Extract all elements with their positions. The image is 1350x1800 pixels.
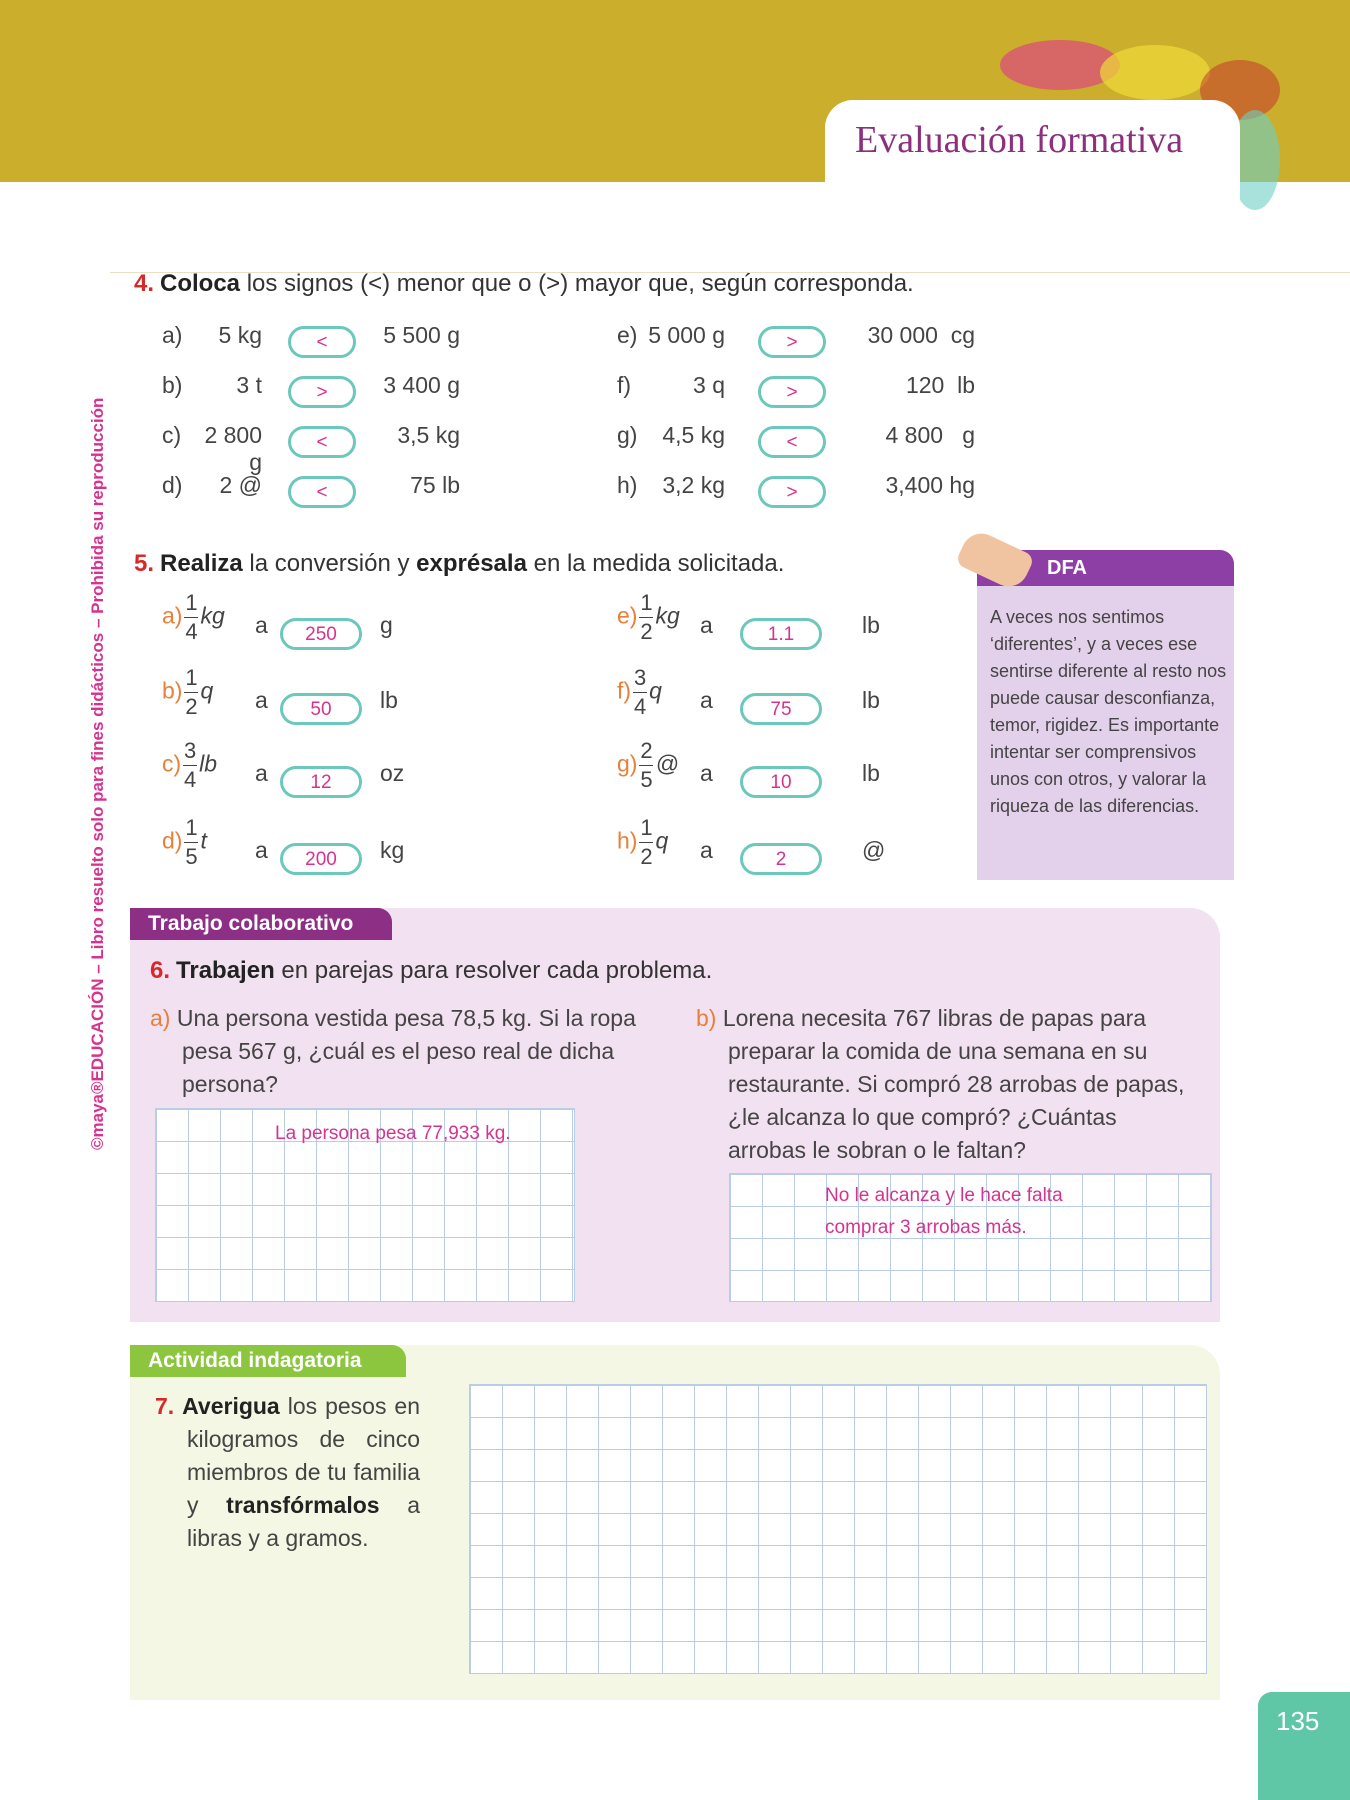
q4-sign-box[interactable]: < xyxy=(288,326,356,358)
dfa-title: DFA xyxy=(977,550,1234,586)
q4-sign-box[interactable]: < xyxy=(758,426,826,458)
fraction: $\frac{1}{5}$ xyxy=(185,815,198,869)
q4-right-value: 3,5 kg xyxy=(397,422,460,448)
q5-expression: b) $\frac{1}{2}$ q xyxy=(162,665,214,719)
q4-left-value: 5 000 g xyxy=(648,322,725,348)
q4-left-value: 2 800 g xyxy=(204,422,262,475)
q5-answer-box[interactable]: 1.1 xyxy=(740,618,822,650)
q5-connector: a xyxy=(255,612,268,638)
paint-splash xyxy=(1100,45,1210,100)
q5-answer-box[interactable]: 10 xyxy=(740,766,822,798)
copyright-note: ©maya®EDUCACIÓN – Libro resuelto solo para fines didácticos – Prohibida su reproducción xyxy=(88,397,107,1150)
q5-answer-box[interactable]: 75 xyxy=(740,693,822,725)
q4-sign-box[interactable]: > xyxy=(758,376,826,408)
q4-item-label: e) xyxy=(617,322,638,348)
q4-right-value: 5 500 g xyxy=(383,322,460,348)
collab-tab: Trabajo colaborativo xyxy=(130,908,392,940)
q4-item-label: g) xyxy=(617,422,638,448)
q4-left-value: 5 kg xyxy=(218,322,262,348)
q4-item-label: d) xyxy=(162,472,183,498)
q5-expression: e) $\frac{1}{2}$ kg xyxy=(617,590,680,644)
problem-b: b) Lorena necesita 767 libras de papas para preparar la comida de una semana en su restaurante. Si compró 28 arrobas de papas, ¿le alcanza lo que compró? ¿Cuántas arrobas le sobran o le faltan? xyxy=(696,1005,1185,1163)
q4-sign-box[interactable]: > xyxy=(288,376,356,408)
fraction: $\frac{1}{2}$ xyxy=(640,590,653,644)
answer-b-line2: comprar 3 arrobas más. xyxy=(825,1217,1027,1238)
q5-target-unit: lb xyxy=(380,687,398,713)
activity-tab: Actividad indagatoria xyxy=(130,1345,406,1377)
q4-left-value: 3 t xyxy=(236,372,262,398)
q4-item-label: c) xyxy=(162,422,182,448)
answer-a: La persona pesa 77,933 kg. xyxy=(275,1123,511,1144)
q5-expression: d) $\frac{1}{5}$ t xyxy=(162,815,207,869)
question-7: 7. Averigua los pesos en kilogramos de cinco miembros de tu familia y transfórmalos a libras y a gramos. xyxy=(155,1393,421,1551)
q5-target-unit: lb xyxy=(862,687,880,713)
q4-item-label: h) xyxy=(617,472,638,498)
q5-answer-box[interactable]: 2 xyxy=(740,843,822,875)
dfa-text: A veces nos sentimos ‘diferentes’, y a veces ese sentirse diferente al resto nos puede causar desconfianza, temor, rigidez. Es importante intentar ser comprensivos unos con otros, y valorar la riqueza de las diferencias. xyxy=(990,607,1227,816)
answer-b-line1: No le alcanza y le hace falta xyxy=(825,1185,1063,1206)
q5-connector: a xyxy=(700,687,713,713)
q5-answer-box[interactable]: 50 xyxy=(280,693,362,725)
question-4: 4. Coloca los signos (<) menor que o (>) mayor que, según corresponda. xyxy=(134,270,914,297)
q5-expression: c) $\frac{3}{4}$ lb xyxy=(162,738,218,792)
q4-item-label: f) xyxy=(617,372,632,398)
q4-right-value: 30 000 cg xyxy=(867,322,975,348)
q4-item-label: a) xyxy=(162,322,183,348)
problem-a: a) Una persona vestida pesa 78,5 kg. Si la ropa pesa 567 g, ¿cuál es el peso real de dicha persona? xyxy=(150,1005,636,1097)
q5-expression: a) $\frac{1}{4}$ kg xyxy=(162,590,225,644)
q5-target-unit: kg xyxy=(380,837,405,863)
page-title: Evaluación formativa xyxy=(855,119,1184,161)
q5-answer-box[interactable]: 12 xyxy=(280,766,362,798)
q4-left-value: 3,2 kg xyxy=(662,472,725,498)
q5-connector: a xyxy=(255,760,268,786)
question-5: 5. Realiza la conversión y exprésala en la medida solicitada. xyxy=(134,550,785,577)
fraction: $\frac{1}{4}$ xyxy=(185,590,198,644)
q4-sign-box[interactable]: > xyxy=(758,476,826,508)
fraction: $\frac{1}{2}$ xyxy=(185,665,198,719)
q5-connector: a xyxy=(255,687,268,713)
q4-left-value: 3 q xyxy=(693,372,725,398)
q5-target-unit: g xyxy=(380,612,393,638)
q5-connector: a xyxy=(700,760,713,786)
q4-right-value: 4 800 g xyxy=(885,422,975,448)
q4-left-value: 4,5 kg xyxy=(662,422,725,448)
q4-right-value: 3 400 g xyxy=(383,372,460,398)
q5-connector: a xyxy=(700,612,713,638)
q5-expression: f) $\frac{3}{4}$ q xyxy=(617,665,662,719)
q5-target-unit: lb xyxy=(862,612,880,638)
q5-expression: g) $\frac{2}{5}$ @ xyxy=(617,738,679,792)
q5-target-unit: @ xyxy=(862,837,886,863)
q4-sign-box[interactable]: < xyxy=(288,426,356,458)
q4-item-label: b) xyxy=(162,372,183,398)
q4-sign-box[interactable]: > xyxy=(758,326,826,358)
q5-expression: h) $\frac{1}{2}$ q xyxy=(617,815,669,869)
q4-right-value: 3,400 hg xyxy=(885,472,975,498)
fraction: $\frac{1}{2}$ xyxy=(640,815,653,869)
q5-target-unit: lb xyxy=(862,760,880,786)
q5-connector: a xyxy=(255,837,268,863)
fraction: $\frac{3}{4}$ xyxy=(633,665,647,719)
q5-target-unit: oz xyxy=(380,760,405,786)
q4-sign-box[interactable]: < xyxy=(288,476,356,508)
question-6: 6. Trabajen en parejas para resolver cada problema. xyxy=(150,957,713,984)
q4-right-value: 120 lb xyxy=(905,372,975,398)
answer-grid-7[interactable] xyxy=(469,1384,1207,1674)
q5-answer-box[interactable]: 200 xyxy=(280,843,362,875)
fraction: $\frac{2}{5}$ xyxy=(640,738,653,792)
q5-answer-box[interactable]: 250 xyxy=(280,618,362,650)
q4-left-value: 2 @ xyxy=(219,472,262,498)
page-number: 135 xyxy=(1258,1692,1350,1800)
fraction: $\frac{3}{4}$ xyxy=(184,738,197,792)
q4-right-value: 75 lb xyxy=(410,472,460,498)
q5-connector: a xyxy=(700,837,713,863)
